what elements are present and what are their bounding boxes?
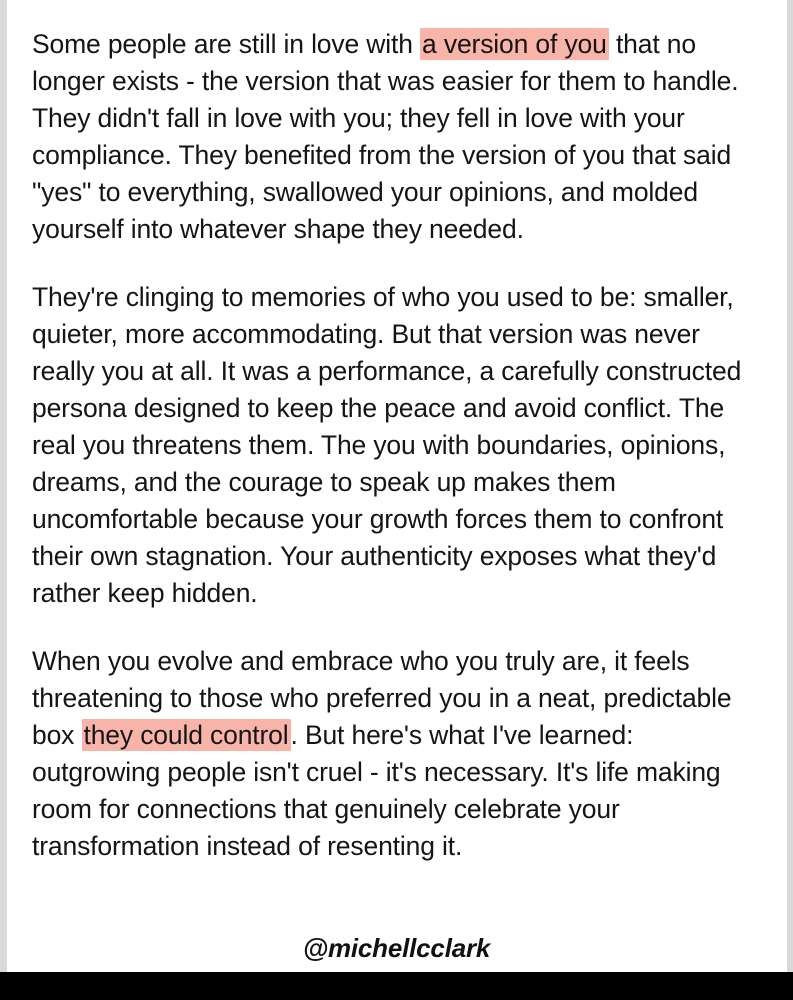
right-edge-strip (787, 0, 793, 1000)
text-run: that no longer exists - the version that was easier for them to handle. They didn't fall in love with you; they fell in love with your compliance. They benefited from the version of you that said "yes" to everything, swallowed your opinions, and molded yourself into whatever shape they needed. (32, 29, 739, 244)
paragraph-1 (32, 26, 753, 248)
highlighted-text: a version of you (422, 29, 607, 59)
text-run: When you evolve and embrace who you truly are, it feels threatening to those who preferred you in a neat, predictable box (32, 646, 732, 750)
attribution-area (0, 933, 793, 964)
author-handle: @michellcclark (302, 933, 491, 963)
left-edge-strip (0, 0, 7, 1000)
text-run: . But here's what I've learned: outgrowing people isn't cruel - it's necessary. It's life making room for connections that genuinely celebrate your transformation instead of resenting it. (32, 720, 721, 861)
highlighted-text: they could control (83, 720, 289, 750)
bottom-black-bar (0, 972, 793, 1000)
paragraph-2 (32, 279, 753, 612)
text-run: They're clinging to memories of who you used to be: smaller, quieter, more accommodating. But that version was never really you at all. It was a performance, a carefully constructed persona designed to keep the peace and avoid conflict. The real you threatens them. The you with boundaries, opinions, dreams, and the courage to speak up makes them uncomfortable because your growth forces them to confront their own stagnation. Your authenticity exposes what they'd rather keep hidden. (32, 282, 742, 608)
paragraph-3 (32, 643, 753, 865)
text-run: Some people are still in love with (32, 29, 421, 59)
